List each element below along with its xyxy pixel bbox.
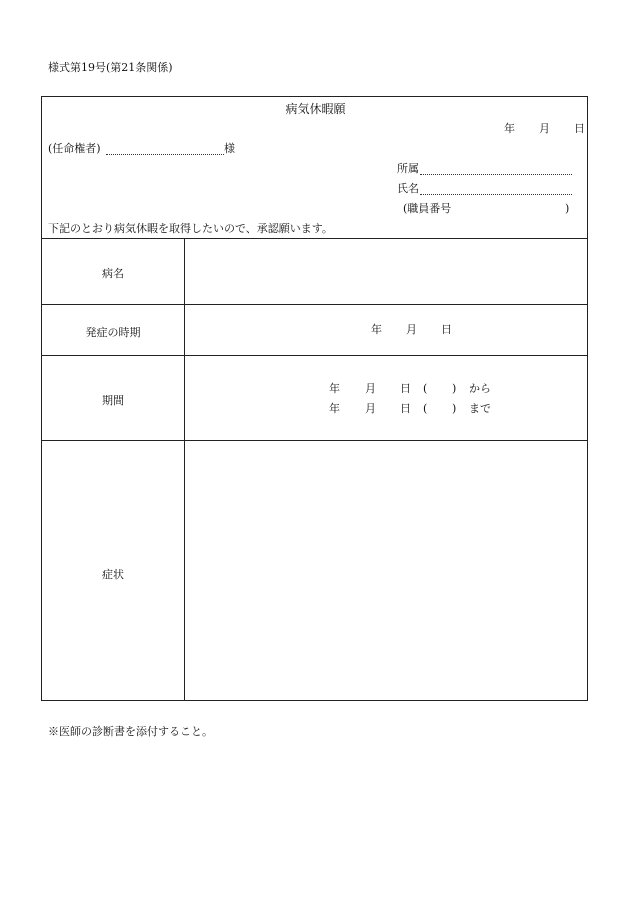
period-start-suffix: から bbox=[469, 382, 491, 395]
period-start-month: 月 bbox=[365, 382, 376, 395]
appointing-authority-field[interactable] bbox=[106, 154, 224, 155]
name-label: 氏名 bbox=[397, 182, 419, 195]
onset-year-label: 年 bbox=[371, 323, 382, 336]
symptoms-label: 症状 bbox=[102, 568, 124, 581]
period-end-month: 月 bbox=[365, 402, 376, 415]
symptoms-field[interactable] bbox=[185, 441, 587, 700]
footnote: ※医師の診断書を添付すること。 bbox=[48, 725, 213, 738]
row-divider bbox=[42, 304, 587, 305]
period-label: 期間 bbox=[102, 394, 124, 407]
honorific-label: 様 bbox=[224, 142, 235, 155]
form-number: 様式第19号(第21条関係) bbox=[48, 61, 173, 74]
application-form bbox=[41, 96, 588, 701]
period-start-paren-close: ) bbox=[452, 382, 457, 395]
onset-day-label: 日 bbox=[441, 323, 452, 336]
request-text: 下記のとおり病気休暇を取得したいので、承認願います。 bbox=[48, 222, 333, 235]
row-divider bbox=[42, 355, 587, 356]
form-title: 病気休暇願 bbox=[285, 102, 346, 116]
period-end-paren-close: ) bbox=[452, 402, 457, 415]
period-start-day: 日 bbox=[400, 382, 411, 395]
affiliation-field[interactable] bbox=[420, 174, 572, 175]
period-start-year: 年 bbox=[329, 382, 340, 395]
period-end-paren-open: ( bbox=[423, 402, 428, 415]
onset-month-label: 月 bbox=[406, 323, 417, 336]
date-day-label: 日 bbox=[574, 122, 585, 135]
disease-name-field[interactable] bbox=[185, 239, 587, 304]
period-end-suffix: まで bbox=[469, 402, 491, 415]
period-end-day: 日 bbox=[400, 402, 411, 415]
period-end-year: 年 bbox=[329, 402, 340, 415]
disease-name-label: 病名 bbox=[102, 267, 124, 280]
period-start-paren-open: ( bbox=[423, 382, 428, 395]
onset-label: 発症の時期 bbox=[85, 326, 141, 339]
appointing-authority-label: (任命権者) bbox=[48, 142, 101, 155]
employee-number-label: (職員番号 bbox=[403, 202, 452, 215]
date-year-label: 年 bbox=[504, 122, 515, 135]
date-month-label: 月 bbox=[539, 122, 550, 135]
name-field[interactable] bbox=[420, 194, 572, 195]
employee-number-close: ) bbox=[565, 202, 570, 215]
affiliation-label: 所属 bbox=[397, 162, 419, 175]
